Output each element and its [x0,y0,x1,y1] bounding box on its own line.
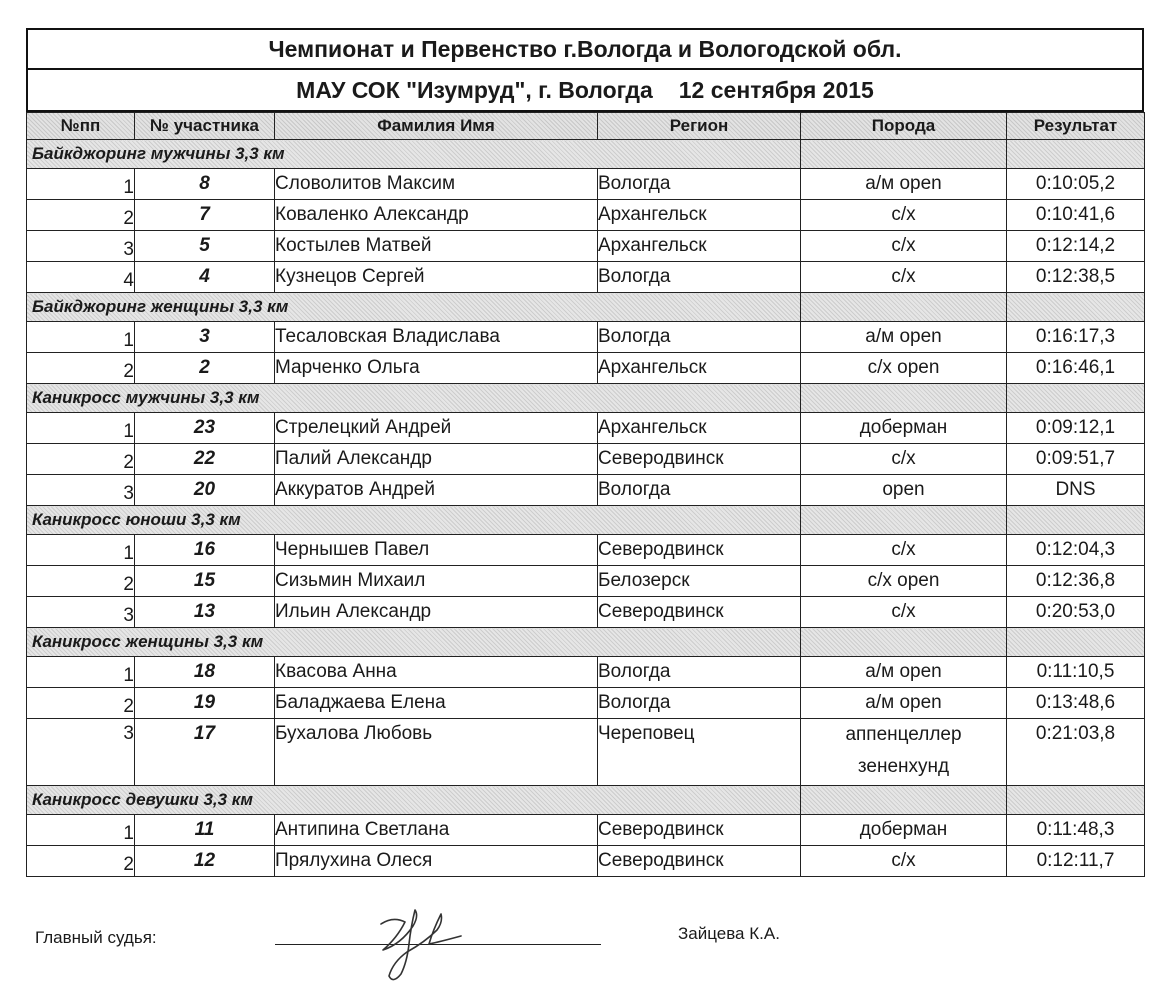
athlete-name-cell: Сизьмин Михаил [275,566,598,597]
bib-number-cell: 2 [135,353,275,384]
section-blank-cell [801,628,1007,657]
section-row [27,628,1145,657]
results-document [26,28,1144,877]
event-date: 12 сентября 2015 [678,77,874,103]
region-cell: Вологда [598,262,801,293]
section-title: Каникросс юноши 3,3 км [27,506,801,535]
result-cell: 0:10:05,2 [1007,169,1145,200]
result-cell: 0:12:04,3 [1007,535,1145,566]
table-row [27,262,1145,293]
region-cell: Архангельск [598,353,801,384]
signature-image [363,886,483,986]
athlete-name-cell: Ильин Александр [275,597,598,628]
breed-cell: с/х [801,846,1007,877]
column-header-region: Регион [598,113,801,140]
table-row [27,688,1145,719]
table-row [27,413,1145,444]
region-cell: Белозерск [598,566,801,597]
bib-number-cell: 23 [135,413,275,444]
breed-line: аппенцеллер [845,724,962,745]
bib-number-cell: 16 [135,535,275,566]
region-cell: Вологда [598,169,801,200]
section-blank-cell [801,140,1007,169]
section-row [27,293,1145,322]
place-cell: 1 [27,169,135,200]
venue-line [28,70,1142,112]
place-cell: 1 [27,657,135,688]
place-cell: 1 [27,535,135,566]
result-cell: 0:16:17,3 [1007,322,1145,353]
result-cell: 0:09:12,1 [1007,413,1145,444]
athlete-name-cell: Прялухина Олеся [275,846,598,877]
athlete-name-cell: Кузнецов Сергей [275,262,598,293]
region-cell: Вологда [598,657,801,688]
breed-cell [801,719,1007,786]
section-blank-cell [801,384,1007,413]
athlete-name-cell: Квасова Анна [275,657,598,688]
chief-judge-label: Главный судья: [35,928,157,947]
bib-number-cell: 15 [135,566,275,597]
place-cell: 2 [27,688,135,719]
table-row [27,200,1145,231]
breed-cell: доберман [801,815,1007,846]
result-cell: 0:12:14,2 [1007,231,1145,262]
bib-number-cell: 22 [135,444,275,475]
bib-number-cell: 8 [135,169,275,200]
table-header-row [27,113,1145,140]
section-title: Каникросс девушки 3,3 км [27,786,801,815]
table-row [27,846,1145,877]
result-cell: 0:12:38,5 [1007,262,1145,293]
table-row [27,815,1145,846]
athlete-name-cell: Палий Александр [275,444,598,475]
region-cell: Северодвинск [598,444,801,475]
region-cell: Архангельск [598,413,801,444]
athlete-name-cell: Тесаловская Владислава [275,322,598,353]
section-blank-cell [1007,628,1145,657]
athlete-name-cell: Чернышев Павел [275,535,598,566]
result-cell: 0:11:48,3 [1007,815,1145,846]
breed-cell: с/х [801,597,1007,628]
result-cell: DNS [1007,475,1145,506]
place-cell: 2 [27,566,135,597]
section-title: Байкджоринг женщины 3,3 км [27,293,801,322]
section-blank-cell [1007,384,1145,413]
breed-cell: а/м open [801,169,1007,200]
place-cell: 2 [27,444,135,475]
bib-number-cell: 11 [135,815,275,846]
bib-number-cell: 17 [135,719,275,786]
breed-cell: с/х [801,200,1007,231]
result-cell: 0:09:51,7 [1007,444,1145,475]
region-cell: Череповец [598,719,801,786]
bib-number-cell: 18 [135,657,275,688]
athlete-name-cell: Марченко Ольга [275,353,598,384]
region-cell: Северодвинск [598,815,801,846]
athlete-name-cell: Костылев Матвей [275,231,598,262]
section-title: Каникросс женщины 3,3 км [27,628,801,657]
breed-line: зененхунд [857,756,950,777]
place-cell: 2 [27,846,135,877]
footer [35,926,1135,986]
bib-number-cell: 12 [135,846,275,877]
place-cell: 3 [27,231,135,262]
result-cell: 0:16:46,1 [1007,353,1145,384]
place-cell: 2 [27,200,135,231]
title-box [26,28,1144,112]
region-cell: Вологда [598,322,801,353]
region-cell: Архангельск [598,231,801,262]
breed-cell: а/м open [801,322,1007,353]
table-row [27,657,1145,688]
section-blank-cell [1007,506,1145,535]
athlete-name-cell: Стрелецкий Андрей [275,413,598,444]
document-title: Чемпионат и Первенство г.Вологда и Вологодской обл. [28,30,1142,70]
breed-cell: с/х [801,535,1007,566]
result-cell: 0:21:03,8 [1007,719,1145,786]
column-header-number: № участника [135,113,275,140]
chief-judge-name: Зайцева К.А. [678,924,780,943]
column-header-name: Фамилия Имя [275,113,598,140]
athlete-name-cell: Бухалова Любовь [275,719,598,786]
section-row [27,506,1145,535]
region-cell: Северодвинск [598,597,801,628]
place-cell: 1 [27,322,135,353]
athlete-name-cell: Словолитов Максим [275,169,598,200]
bib-number-cell: 5 [135,231,275,262]
section-row [27,140,1145,169]
table-row [27,322,1145,353]
results-table [26,112,1145,877]
section-blank-cell [801,506,1007,535]
breed-cell: с/х open [801,566,1007,597]
bib-number-cell: 19 [135,688,275,719]
section-blank-cell [801,293,1007,322]
result-cell: 0:12:11,7 [1007,846,1145,877]
breed-cell: а/м open [801,688,1007,719]
section-row [27,384,1145,413]
table-row [27,231,1145,262]
athlete-name-cell: Коваленко Александр [275,200,598,231]
bib-number-cell: 7 [135,200,275,231]
bib-number-cell: 13 [135,597,275,628]
place-cell: 4 [27,262,135,293]
section-title: Байкджоринг мужчины 3,3 км [27,140,801,169]
table-row [27,597,1145,628]
section-blank-cell [1007,140,1145,169]
table-row [27,535,1145,566]
athlete-name-cell: Баладжаева Елена [275,688,598,719]
table-row [27,719,1145,786]
table-row [27,475,1145,506]
result-cell: 0:11:10,5 [1007,657,1145,688]
section-row [27,786,1145,815]
result-cell: 0:20:53,0 [1007,597,1145,628]
table-row [27,444,1145,475]
result-cell: 0:12:36,8 [1007,566,1145,597]
column-header-result: Результат [1007,113,1145,140]
table-row [27,353,1145,384]
place-cell: 1 [27,413,135,444]
athlete-name-cell: Аккуратов Андрей [275,475,598,506]
place-cell: 2 [27,353,135,384]
region-cell: Архангельск [598,200,801,231]
section-blank-cell [801,786,1007,815]
region-cell: Северодвинск [598,846,801,877]
breed-cell: с/х open [801,353,1007,384]
section-blank-cell [1007,786,1145,815]
breed-cell: а/м open [801,657,1007,688]
result-cell: 0:13:48,6 [1007,688,1145,719]
section-title: Каникросс мужчины 3,3 км [27,384,801,413]
region-cell: Вологда [598,475,801,506]
table-row [27,566,1145,597]
breed-cell: с/х [801,262,1007,293]
place-cell: 3 [27,475,135,506]
bib-number-cell: 3 [135,322,275,353]
athlete-name-cell: Антипина Светлана [275,815,598,846]
bib-number-cell: 4 [135,262,275,293]
place-cell: 3 [27,597,135,628]
result-cell: 0:10:41,6 [1007,200,1145,231]
breed-cell: с/х [801,231,1007,262]
breed-cell: open [801,475,1007,506]
place-cell: 3 [27,719,135,786]
venue: МАУ СОК "Изумруд", г. Вологда [296,77,653,103]
region-cell: Вологда [598,688,801,719]
column-header-breed: Порода [801,113,1007,140]
breed-cell: доберман [801,413,1007,444]
bib-number-cell: 20 [135,475,275,506]
table-row [27,169,1145,200]
region-cell: Северодвинск [598,535,801,566]
column-header-pos: №пп [27,113,135,140]
breed-cell: с/х [801,444,1007,475]
section-blank-cell [1007,293,1145,322]
results-body [27,140,1145,877]
place-cell: 1 [27,815,135,846]
